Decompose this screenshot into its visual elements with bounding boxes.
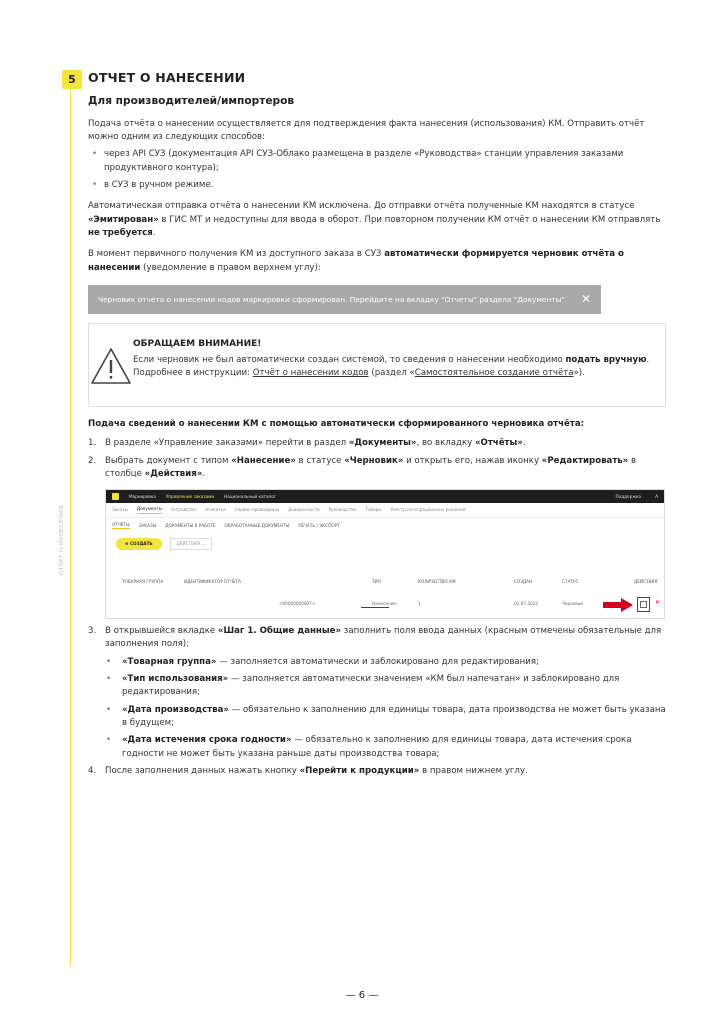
attention-body: Если черновик не был автоматически создан системой, то сведения о нанесении необходимо подать вручную. Подробнее в инструкции: Отчёт о нанесении кодов (раздел «Самостоятельное создание отчёта»).	[133, 354, 650, 379]
edit-icon-highlight[interactable]	[637, 597, 650, 612]
warning-icon	[89, 324, 133, 408]
user-avatar[interactable]: А	[655, 493, 658, 499]
attention-text	[133, 324, 665, 381]
table-header	[114, 574, 656, 590]
page-content	[88, 68, 666, 778]
nav-item[interactable]: Заказы	[112, 507, 128, 513]
steps-list	[88, 437, 666, 481]
attention-title: ОБРАЩАЕМ ВНИМАНИЕ!	[133, 338, 262, 349]
support-link[interactable]: Поддержка	[615, 493, 642, 499]
step-3: 3. В открывшейся вкладке «Шаг 1. Общие данные» заполнить поля ввода данных (красным отмечены обязательные для заполнения поля): • «Товарная группа» — заполняется автоматически и заблокировано для редактирования; • «Тип использования» — заполняется автоматически значением «КМ был напечатан» и заблокировано для редактирования; • «Дата производства» — обязательно к заполнению для единицы товара, дата производства не может быть указана в будущем; • «Дата истечения срока годности» — обязательно к заполнению для единицы товара, дата истечения срока годности не может быть указана раньше даты производства товара;	[88, 625, 666, 761]
page-number: — 6 —	[345, 990, 379, 1001]
step-4: 4. После заполнения данных нажать кнопку «Перейти к продукции» в правом нижнем углу.	[88, 765, 528, 776]
document-tabs	[106, 518, 664, 533]
order-management-link[interactable]: Управление заказами	[165, 493, 215, 499]
nav-item[interactable]: Устройства	[170, 507, 196, 513]
list-item: • «Дата истечения срока годности» — обязательно к заполнению для единицы товара, дата истечения срока годности не может быть указана раньше даты производства товара;	[105, 734, 666, 761]
catalog-link[interactable]: Национальный каталог	[224, 493, 276, 499]
tab-reports[interactable]: ОТЧЁТЫ	[112, 523, 130, 529]
step-1: 1. В разделе «Управление заказами» перейти в раздел «Документы», во вкладку «Отчёты».	[88, 438, 526, 449]
tab[interactable]: ОБРАБОТАННЫЕ ДОКУМЕНТЫ	[224, 522, 290, 528]
steps-list-continued	[88, 625, 666, 778]
tab[interactable]: ЗАКАЗЫ	[138, 522, 157, 528]
toolbar	[106, 533, 664, 555]
section-title: ОТЧЕТ О НАНЕСЕНИИ	[88, 70, 246, 85]
side-accent-line	[70, 70, 71, 966]
create-button[interactable]: ⊕ СОЗДАТЬ	[116, 538, 162, 550]
nav-item[interactable]: Доверенности	[288, 507, 320, 513]
nav-item[interactable]: Сервис-провайдеры	[234, 507, 280, 513]
report-status: Черновик	[562, 601, 584, 607]
attention-box	[88, 323, 666, 407]
close-icon[interactable]: ✕	[580, 292, 591, 307]
list-item: • через API СУЗ (документация API СУЗ-Облако размещена в разделе «Руководства» станции управления заказами продуктивного контура);	[88, 148, 666, 175]
column-header[interactable]: СОЗДАН	[514, 579, 533, 585]
list-item: • «Тип использования» — заполняется автоматически значением «КМ был напечатан» и заблокировано для редактирования;	[105, 673, 666, 700]
step-2: 2. Выбрать документ с типом «Нанесение» в статусе «Черновик» и открыть его, нажав иконку «Редактировать» в столбце «Действия».	[88, 455, 637, 479]
list-item: • в СУЗ в ручном режиме.	[88, 179, 666, 192]
column-header[interactable]: ИДЕНТИФИКАТОР ОТЧЕТА	[184, 579, 241, 585]
logo-icon	[112, 493, 119, 500]
notification-text: Черновик отчета о нанесении кодов маркировки сформирован. Перейдите на вкладку "Отчеты" раздела "Документы"	[98, 294, 565, 304]
column-header[interactable]: СТАТУС	[562, 579, 579, 585]
type-highlight	[361, 607, 389, 608]
table-row[interactable]	[114, 596, 656, 612]
fields-list	[105, 656, 666, 761]
nav-item[interactable]: Руководство	[328, 507, 357, 513]
tab[interactable]: ПЕЧАТЬ / ЭКСПОРТ	[298, 522, 340, 528]
nav-item-documents[interactable]: Документы	[137, 507, 162, 514]
steps-title: Подача сведений о нанесении КМ с помощью автоматически сформированного черновика отчёта:	[88, 418, 585, 429]
list-item: • «Дата производства» — обязательно к заполнению для единицы товара, дата производства не может быть указана в будущем;	[105, 704, 666, 731]
app-topbar	[106, 490, 664, 503]
report-id: <00000000007>	[279, 601, 316, 607]
main-nav	[106, 503, 664, 518]
manual-link[interactable]: Отчёт о нанесении кодов	[252, 368, 369, 379]
draft-paragraph: В момент первичного получения КМ из доступного заказа в СУЗ автоматически формируется черновик отчёта о нанесении (уведомление в правом верхнем углу):	[88, 249, 624, 273]
tab[interactable]: ДОКУМЕНТЫ В РАБОТЕ	[165, 522, 216, 528]
report-type: Нанесение	[372, 601, 396, 607]
intro-paragraph: Подача отчёта о нанесении осуществляется для подтверждения факта нанесения (использования) КМ. Отправить отчёт можно одним из следующих способов:	[88, 118, 645, 143]
methods-list	[88, 148, 666, 192]
column-header[interactable]: ДЕЙСТВИЯ	[634, 579, 658, 585]
column-header[interactable]: КОЛИЧЕСТВО КМ	[418, 579, 456, 585]
draft-notification	[88, 285, 601, 314]
side-section-label: ОТЧЕТ О НАНЕСЕНИИ	[59, 505, 65, 575]
report-date: 01.07.2023	[514, 601, 538, 607]
nav-item[interactable]: Реестр интеграционных решений	[390, 507, 466, 513]
nav-item[interactable]: Этикетка	[204, 507, 226, 513]
nav-item[interactable]: Товары	[365, 507, 382, 513]
column-header[interactable]: ТИП	[372, 579, 381, 585]
documents-screenshot	[105, 489, 665, 619]
actions-dropdown[interactable]: ДЕЙСТВИЯ ⌄	[170, 538, 212, 550]
brand-link[interactable]: Маркировка	[129, 493, 156, 499]
edit-icon[interactable]	[638, 598, 649, 611]
section-number-badge: 5	[62, 70, 82, 89]
delete-icon[interactable]: ✕	[655, 599, 661, 607]
column-header[interactable]: ТОВАРНАЯ ГРУППА	[122, 579, 164, 585]
list-item: • «Товарная группа» — заполняется автоматически и заблокировано для редактирования;	[105, 656, 666, 669]
report-qty: 1	[418, 601, 421, 607]
section-subtitle: Для производителей/импортеров	[88, 95, 295, 108]
auto-send-paragraph: Автоматическая отправка отчёта о нанесении КМ исключена. До отправки отчёта полученные КМ находятся в статусе «Эмитирован» в ГИС МТ и недоступны для ввода в оборот. При повторном получении КМ отчёт о нанесении КМ отправлять не требуется.	[88, 201, 661, 238]
arrow-right-icon	[603, 598, 633, 612]
self-create-link[interactable]: Самостоятельное создание отчёта	[414, 368, 574, 379]
